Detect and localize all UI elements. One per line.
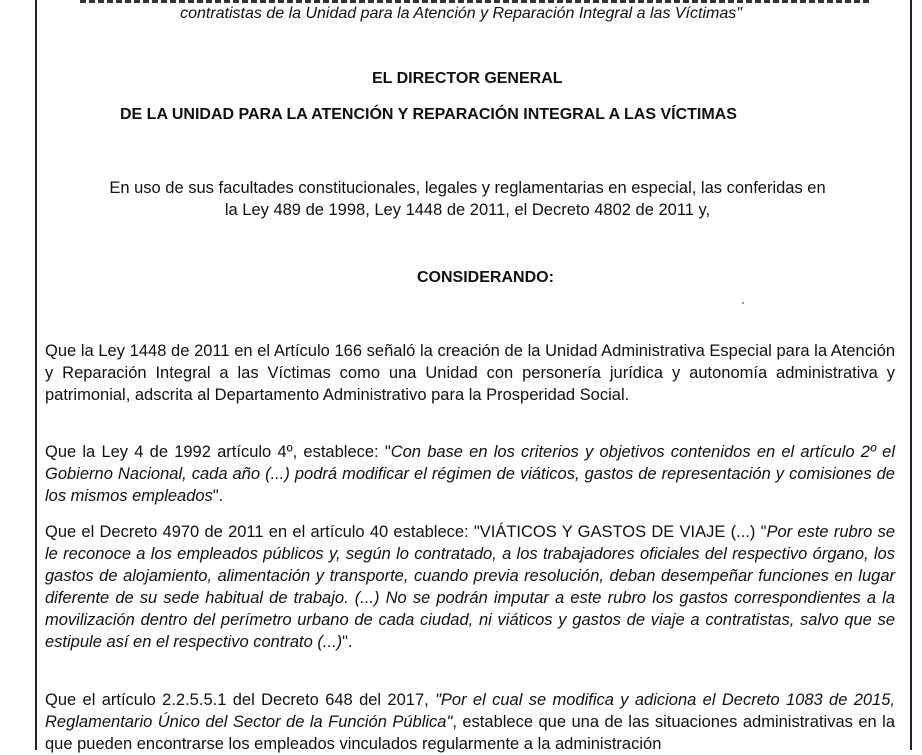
authority-title: EL DIRECTOR GENERAL xyxy=(372,70,563,87)
powers-line-2: la Ley 489 de 1998, Ley 1448 de 2011, el Decreto 4802 de 2011 y, xyxy=(224,201,711,219)
paragraph-2 xyxy=(45,441,895,507)
paragraph-1 xyxy=(45,340,895,406)
paragraph-2-closing: ". xyxy=(212,487,224,505)
powers-line-1: En uso de sus facultades constitucionales, legales y reglamentarias en especial, las conferidas en xyxy=(109,179,826,197)
paragraph-4-intro: Que el artículo 2.2.5.5.1 del Decreto 648 del 2017, xyxy=(45,691,436,709)
paragraph-4 xyxy=(45,689,895,755)
paragraph-4-quote: "Por el cual se modifica y adiciona el Decreto 1083 de 2015, Reglamentario Único del Sector de la Función Pública" xyxy=(45,691,895,731)
paragraph-3-quote: Por este rubro se le reconoce a los empleados públicos y, según lo contratado, a los trabajadores oficiales del respectivo órgano, los gastos de alojamiento, alimentación y transporte, cuando previa resolución, deban desempeñar funciones en lugar diferente de su sede habitual de trabajo. (...) No se podrán imputar a este rubro los gastos correspondientes a la movilización dentro del perímetro urbano de cada ciudad, ni viáticos y gastos de viaje a contratistas, salvo que se estipule así en el respectivo contrato (...) xyxy=(45,523,896,651)
paragraph-4-continuation: , establece que una de las situaciones administrativas en la que pueden encontrarse los empleados vinculados regularmente a la administración xyxy=(45,713,896,753)
considerando-heading: CONSIDERANDO: xyxy=(417,269,554,286)
authority-entity: DE LA UNIDAD PARA LA ATENCIÓN Y REPARACIÓN INTEGRAL A LAS VÍCTIMAS xyxy=(120,106,737,123)
resolution-title-tail: contratistas de la Unidad para la Atención y Reparación Integral a las Víctimas" xyxy=(180,5,742,22)
paragraph-3-closing: ". xyxy=(342,633,353,651)
paragraph-3-intro: Que el Decreto 4970 de 2011 en el artículo 40 establece: "VIÁTICOS Y GASTOS DE VIAJE (...) " xyxy=(45,523,767,541)
paragraph-1-text: Que la Ley 1448 de 2011 en el Artículo 166 señaló la creación de la Unidad Administrativa Especial para la Atención y Reparación Integral a las Víctimas como una Unidad con personería jurídica y autonomía administrativa y patrimonial, adscrita al Departamento Administrativo para la Prosperidad Social. xyxy=(45,342,895,404)
scan-speck xyxy=(742,302,744,304)
paragraph-2-quote: Con base en los criterios y objetivos contenidos en el artículo 2º el Gobierno Nacional, cada año (...) podrá modificar el régimen de viáticos, gastos de representación y comisiones de los mismos empleados xyxy=(45,443,895,505)
page-border-right xyxy=(910,0,912,750)
paragraph-3 xyxy=(45,521,895,653)
cut-off-text-line xyxy=(80,0,870,3)
page-border-left xyxy=(35,0,37,750)
powers-clause xyxy=(45,177,890,221)
paragraph-2-intro: Que la Ley 4 de 1992 artículo 4º, establece: " xyxy=(45,443,391,461)
